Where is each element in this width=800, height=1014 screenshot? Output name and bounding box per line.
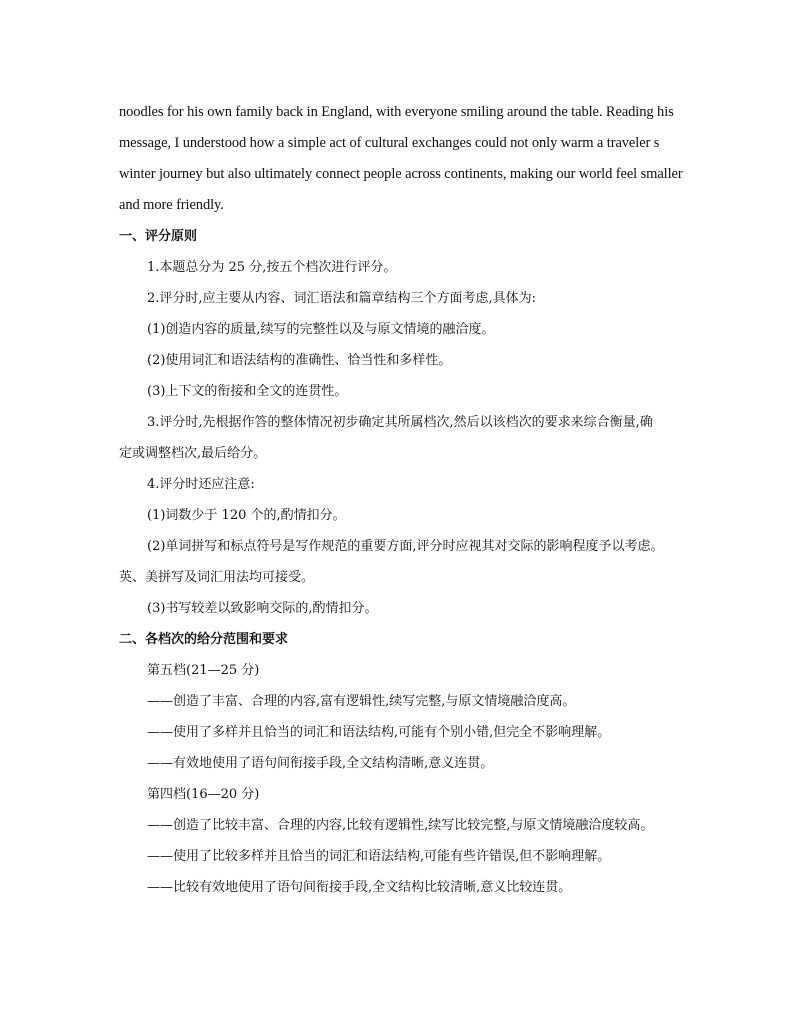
rule-item: (3)书写较差以致影响交际的,酌情扣分。 [147,601,378,616]
rule-item: 3.评分时,先根据作答的整体情况初步确定其所属档次,然后以该档次的要求来综合衡量,确 [147,415,653,430]
essay-line-2: message, I understood how a simple act of cultural exchanges could not only warm a traveler s [119,135,660,151]
essay-line-1: noodles for his own family back in England, with everyone smiling around the table. Reading his [119,104,674,120]
rule-item: (2)使用词汇和语法结构的准确性、恰当性和多样性。 [147,353,452,368]
essay-line-4: and more friendly. [119,197,224,213]
section-heading-tiers: 二、各档次的给分范围和要求 [119,632,289,647]
rule-item-continuation: 定或调整档次,最后给分。 [119,446,267,461]
rule-item: (2)单词拼写和标点符号是写作规范的重要方面,评分时应视其对交际的影响程度予以考虑。 [147,539,664,554]
rule-item-continuation: 英、美拼写及词汇用法均可接受。 [119,570,315,585]
rule-item: (1)词数少于 120 个的,酌情扣分。 [147,508,346,523]
tier-criterion: ——使用了比较多样并且恰当的词汇和语法结构,可能有些许错误,但不影响理解。 [147,849,611,864]
tier-criterion: ——有效地使用了语句间衔接手段,全文结构清晰,意义连贯。 [147,756,494,771]
tier-criterion: ——比较有效地使用了语句间衔接手段,全文结构比较清晰,意义比较连贯。 [147,880,572,895]
rule-item: 4.评分时还应注意: [147,477,255,492]
essay-line-3: winter journey but also ultimately connect people across continents, making our world feel smaller [119,166,683,182]
rule-item: 2.评分时,应主要从内容、词汇语法和篇章结构三个方面考虑,具体为: [147,291,537,306]
rule-item: (1)创造内容的质量,续写的完整性以及与原文情境的融洽度。 [147,322,495,337]
tier5-title: 第五档(21—25 分) [147,663,260,678]
tier-criterion: ——使用了多样并且恰当的词汇和语法结构,可能有个别小错,但完全不影响理解。 [147,725,611,740]
tier-criterion: ——创造了丰富、合理的内容,富有逻辑性,续写完整,与原文情境融洽度高。 [147,694,576,709]
rule-item: 1.本题总分为 25 分,按五个档次进行评分。 [147,260,397,275]
section-heading-scoring-principles: 一、评分原则 [119,229,198,244]
tier-criterion: ——创造了比较丰富、合理的内容,比较有逻辑性,续写比较完整,与原文情境融洽度较高。 [147,818,654,833]
tier4-title: 第四档(16—20 分) [147,787,260,802]
rule-item: (3)上下文的衔接和全文的连贯性。 [147,384,348,399]
